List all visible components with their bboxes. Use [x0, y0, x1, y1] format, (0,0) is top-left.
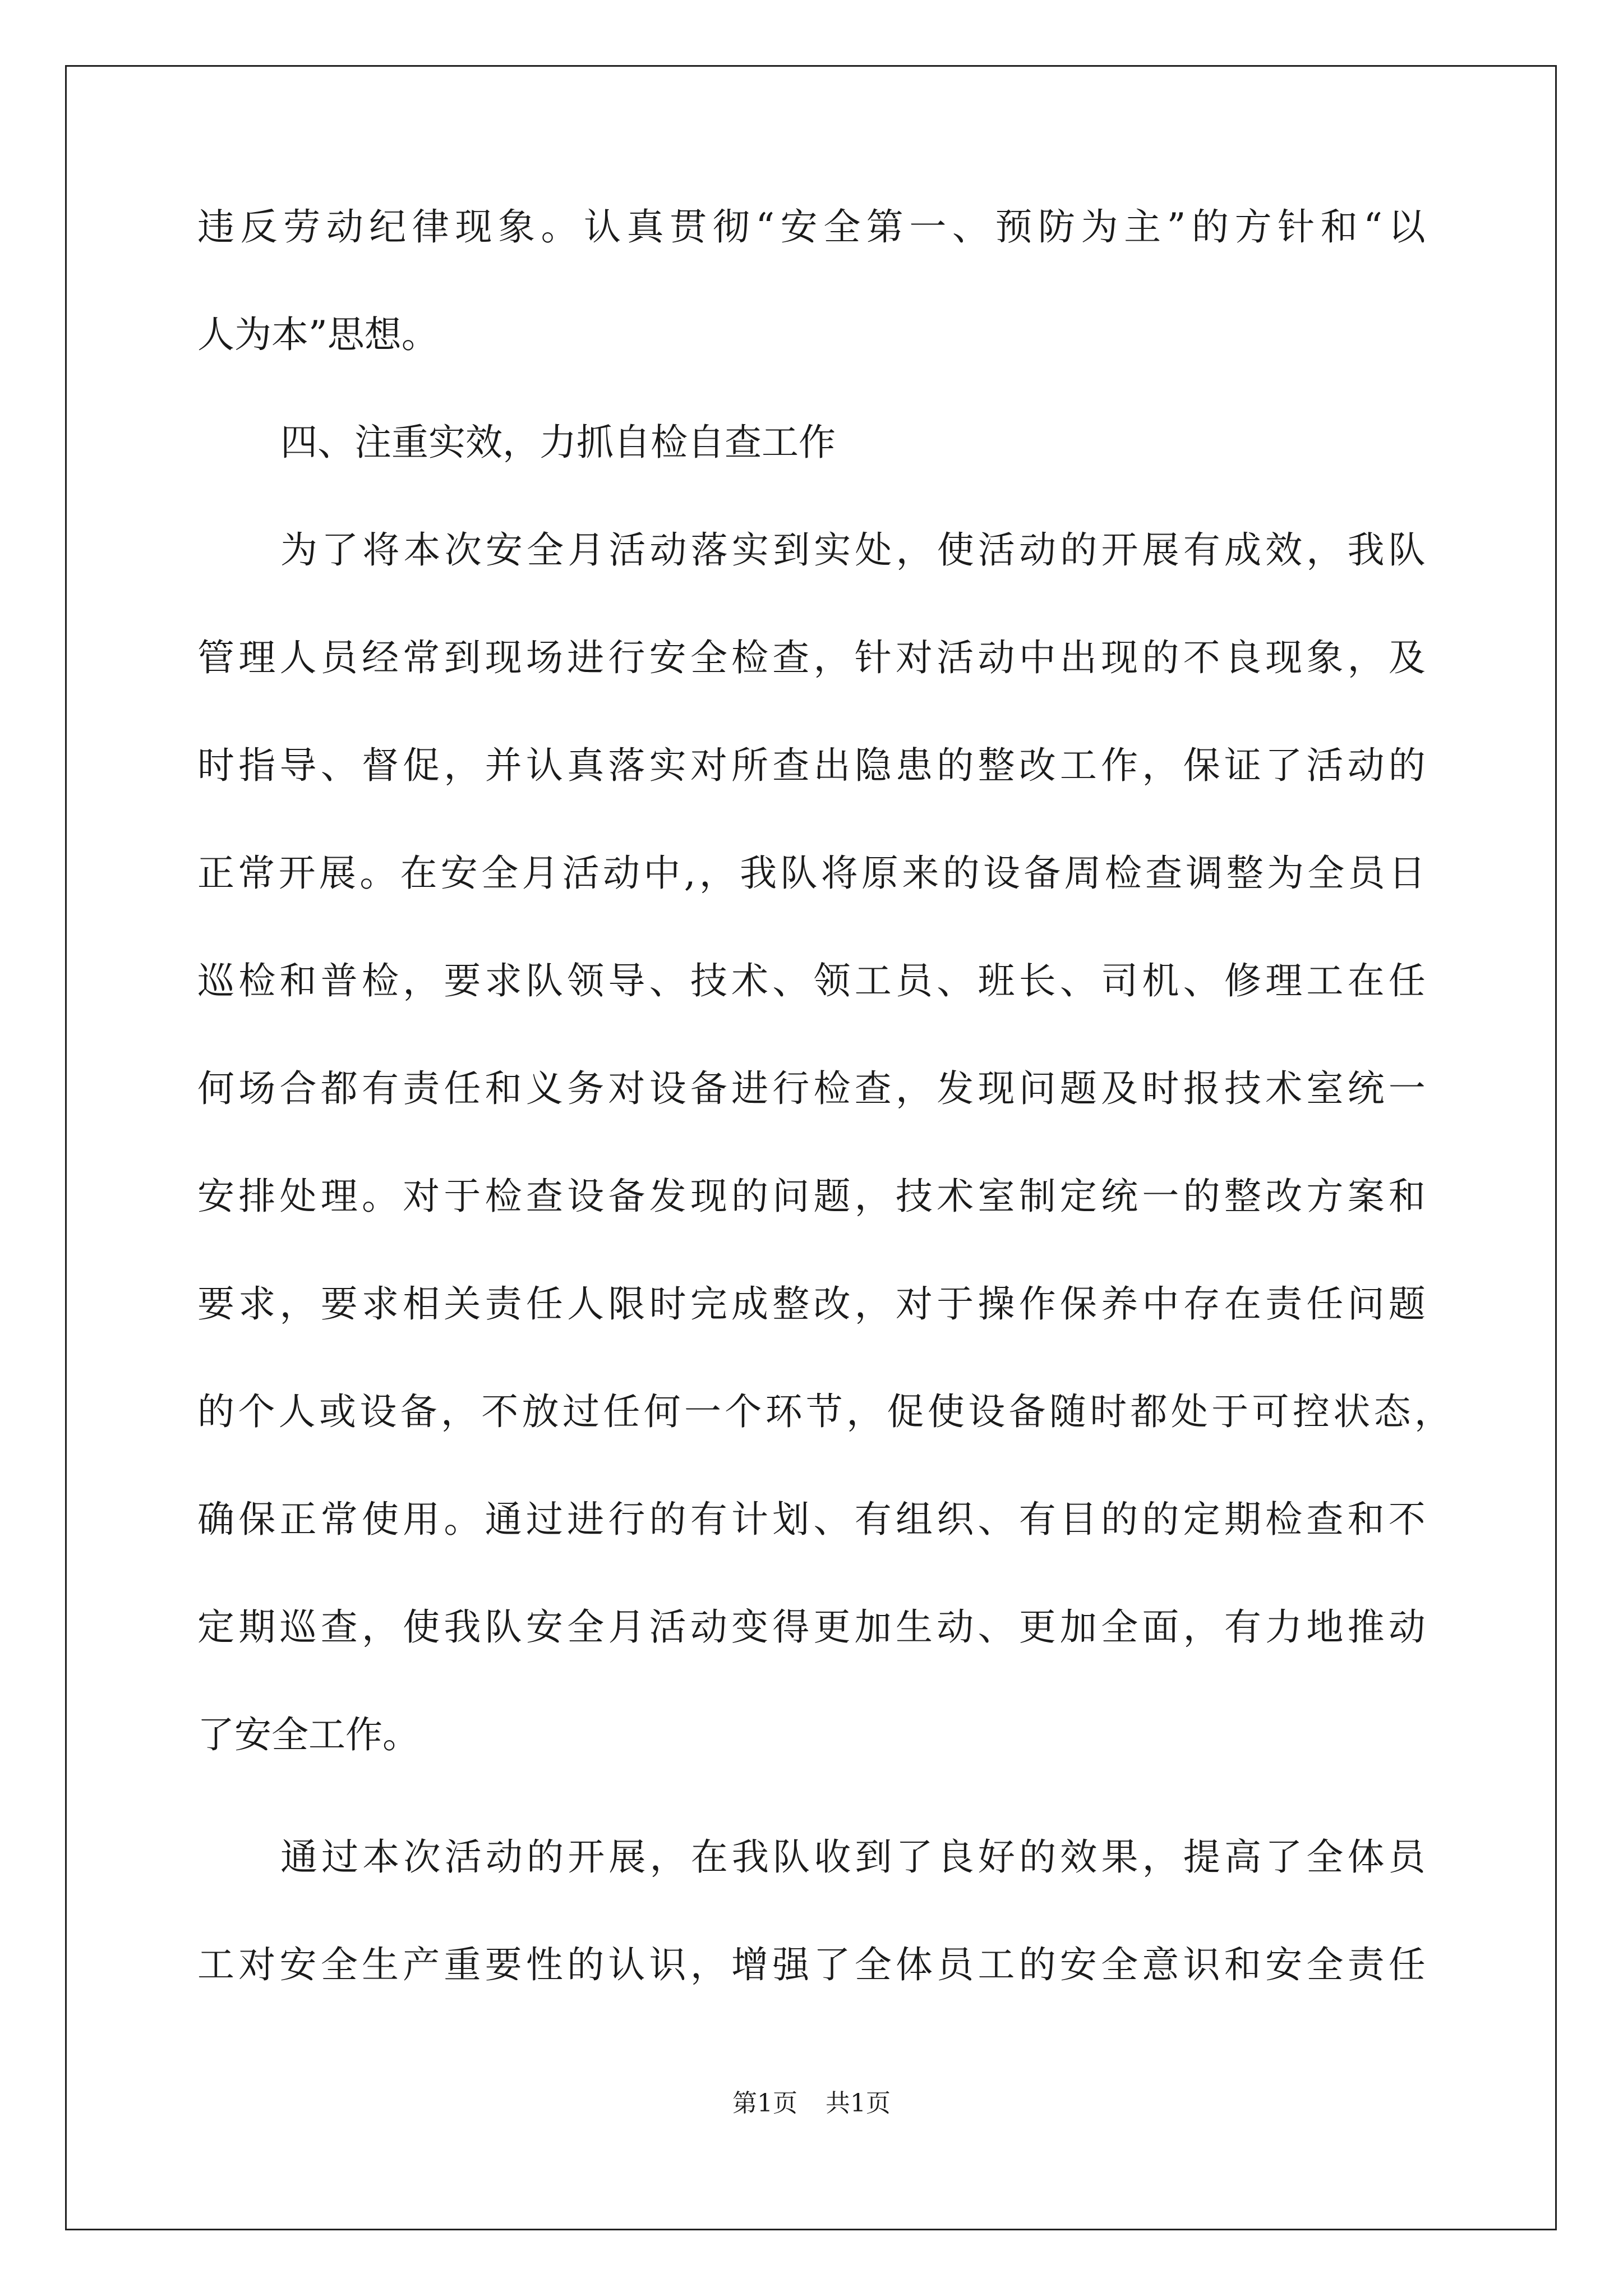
total-pages: 共1页: [826, 2089, 891, 2118]
text-line: 要 求 ， 要 求 相 关 责 任 人 限 时 完 成 整 改 ， 对 于 操 作 保 养 中 存 在 责 任 问 题: [197, 1282, 1426, 1326]
text-line: 管 理 人 员 经 常 到 现 场 进 行 安 全 检 查 ， 针 对 活 动 中 出 现 的 不 良 现 象 ， 及: [197, 636, 1426, 679]
text-line: 人为本”思想。: [197, 313, 439, 356]
text-line: 违 反 劳 动 纪 律 现 象 。 认 真 贯 彻 “ 安 全 第 一 、 预 防 为 主 ” 的 方 针 和 “ 以: [197, 205, 1426, 249]
text-line: 正 常 开 展 。 在 安 全 月 活 动 中 , ， 我 队 将 原 来 的 设 备 周 检 查 调 整 为 全 员 日: [197, 852, 1426, 895]
page-footer: [0, 2087, 1623, 2120]
text-line: 的 个 人 或 设 备 ， 不 放 过 任 何 一 个 环 节 ， 促 使 设 备 随 时 都 处 于 可 控 状 态 ，: [197, 1390, 1451, 1433]
text-line: 定 期 巡 查 ， 使 我 队 安 全 月 活 动 变 得 更 加 生 动 、 更 加 全 面 ， 有 力 地 推 动: [197, 1605, 1426, 1649]
text-line: 安 排 处 理 。 对 于 检 查 设 备 发 现 的 问 题 ， 技 术 室 制 定 统 一 的 整 改 方 案 和: [197, 1175, 1426, 1218]
text-line: 确 保 正 常 使 用 。 通 过 进 行 的 有 计 划 、 有 组 织 、 有 目 的 的 定 期 检 查 和 不: [197, 1498, 1426, 1541]
text-line: 通 过 本 次 活 动 的 开 展 ， 在 我 队 收 到 了 良 好 的 效 果 ， 提 高 了 全 体 员: [280, 1835, 1426, 1879]
page-number: 第1页: [732, 2089, 797, 2118]
page-border: [65, 65, 1557, 2230]
section-heading: 四、注重实效，力抓自检自查工作: [280, 421, 836, 464]
text-line: 为 了 将 本 次 安 全 月 活 动 落 实 到 实 处 ， 使 活 动 的 开 展 有 成 效 ， 我 队: [280, 528, 1426, 572]
text-line: 巡 检 和 普 检 ， 要 求 队 领 导 、 技 术 、 领 工 员 、 班 长 、 司 机 、 修 理 工 在 任: [197, 959, 1426, 1002]
text-line: 何 场 合 都 有 责 任 和 义 务 对 设 备 进 行 检 查 ， 发 现 问 题 及 时 报 技 术 室 统 一: [197, 1067, 1426, 1110]
text-line: 了安全工作。: [197, 1713, 419, 1756]
text-line: 工 对 安 全 生 产 重 要 性 的 认 识 ， 增 强 了 全 体 员 工 的 安 全 意 识 和 安 全 责 任: [197, 1943, 1426, 1986]
text-line: 时 指 导 、 督 促 ， 并 认 真 落 实 对 所 查 出 隐 患 的 整 改 工 作 ， 保 证 了 活 动 的: [197, 744, 1426, 787]
